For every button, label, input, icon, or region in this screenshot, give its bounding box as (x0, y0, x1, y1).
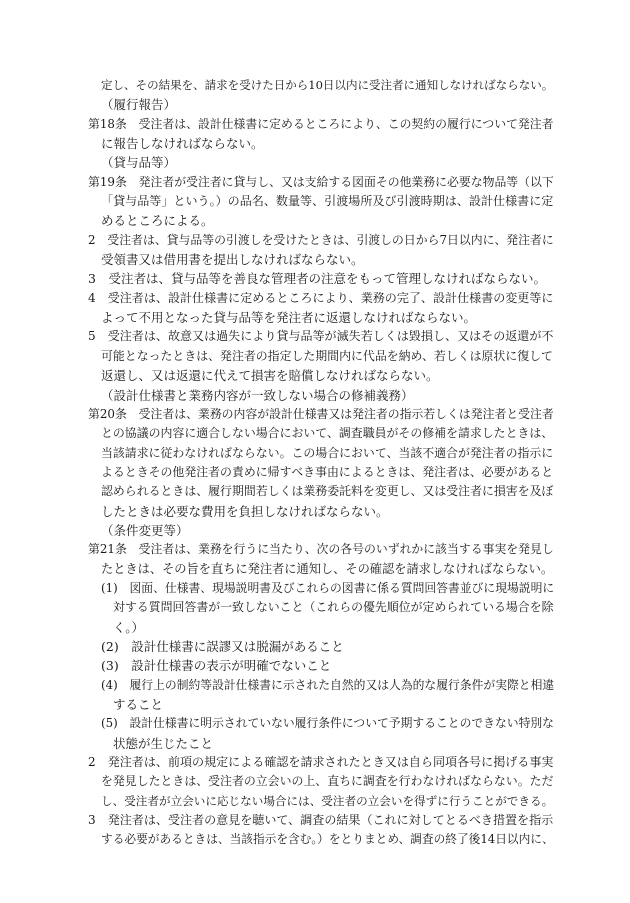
text-line: （履行報告） (101, 97, 177, 113)
text-line: よって不用となった貸与品等を発注者に返還しなければならない。 (101, 310, 477, 326)
text-line: 状態が生じたこと (113, 735, 214, 751)
text-line: く。） (113, 619, 145, 635)
text-line: 受領書又は借用書を提出しなければならない。 (101, 252, 364, 268)
text-line: 3 発注者は、受注者の意見を聴いて、調査の結果（これに対してとるべき措置を指示 (88, 813, 554, 828)
text-line: を発見したときは、受注者の立会いの上、直ちに調査を行わなければならない。ただ (101, 774, 554, 789)
text-line: 第18条 受注者は、設計仕様書に定めるところにより、この契約の履行について発注者 (88, 116, 554, 131)
text-line: に報告しなければならない。 (101, 136, 264, 152)
text-line: （条件変更等） (101, 522, 189, 538)
text-line: したときは必要な費用を負担しなければならない。 (101, 503, 389, 519)
text-line: たときは、その旨を直ちに発注者に通知し、その確認を請求しなければならない。 (101, 561, 554, 576)
text-line: 第20条 受注者は、業務の内容が設計仕様書又は発注者の指示若しくは発注者と受注者 (88, 406, 554, 421)
text-line: 4 受注者は、設計仕様書に定めるところにより、業務の完了、設計仕様書の変更等に (88, 290, 554, 305)
text-line: 返還し、又は返還に代えて損害を賠償しなければならない。 (101, 368, 439, 384)
text-line: (2) 設計仕様書に誤謬又は脱漏があること (101, 638, 344, 654)
text-line: 認められるときは、履行期間若しくは業務委託料を変更し、又は受注者に損害を及ぼ (101, 484, 554, 499)
text-line: 第19条 発注者が受注者に貸与し、又は支給する図面その他業務に必要な物品等（以下 (88, 174, 554, 189)
text-line: すること (113, 697, 164, 712)
text-line: (3) 設計仕様書の表示が明確でないこと (101, 658, 332, 674)
text-line: (5) 設計仕様書に明示されていない履行条件について予期することのできない特別な (101, 716, 554, 731)
text-line: との協議の内容に適合しない場合において、調査職員がその修補を請求したときは、 (101, 426, 554, 441)
text-line: 3 受注者は、貸与品等を善良な管理者の注意をもって管理しなければならない。 (88, 271, 546, 287)
text-line: 2 発注者は、前項の規定による確認を請求されたとき又は自ら同項各号に掲げる事実 (88, 755, 554, 770)
text-line: し、受注者が立会いに応じない場合には、受注者の立会いを得ずに行うことができる。 (101, 793, 554, 808)
text-line: 対する質問回答書が一致しないこと（これらの優先順位が定められている場合を除 (113, 600, 554, 615)
text-line: (1) 図面、仕様書、現場説明書及びこれらの図書に係る質問回答書並びに現場説明に (101, 580, 555, 595)
text-line: 5 受注者は、故意又は過失により貸与品等が滅失若しくは毀損し、又はその返還が不 (88, 329, 554, 344)
text-line: 「貸与品等」という。）の品名、数量等、引渡場所及び引渡時期は、設計仕様書に定 (101, 194, 554, 209)
text-line: （設計仕様書と業務内容が一致しない場合の修補義務） (101, 387, 414, 403)
text-line: 定し、その結果を、請求を受けた日から10日以内に受注者に通知しなければならない。 (101, 78, 554, 92)
text-line: 当該請求に従わなければならない。この場合において、当該不適合が発注者の指示に (101, 445, 554, 460)
text-line: 第21条 受注者は、業務を行うに当たり、次の各号のいずれかに該当する事実を発見し (88, 542, 554, 557)
text-line: 2 受注者は、貸与品等の引渡しを受けたときは、引渡しの日から7日以内に、発注者に (88, 232, 554, 247)
text-line: する必要があるときは、当該指示を含む。）をとりまとめ、調査の終了後14日以内に、 (101, 832, 554, 847)
text-line: めるところによる。 (101, 213, 214, 229)
text-line: (4) 履行上の制約等設計仕様書に示された自然的又は人為的な履行条件が実際と相違 (101, 677, 555, 692)
text-line: 可能となったときは、発注者の指定した期間内に代品を納め、若しくは原状に復して (101, 348, 553, 363)
text-line: よるときその他発注者の責めに帰すべき事由によるときは、発注者は、必要があると (101, 464, 554, 479)
document-body (88, 76, 554, 850)
text-line: （貸与品等） (101, 155, 177, 171)
